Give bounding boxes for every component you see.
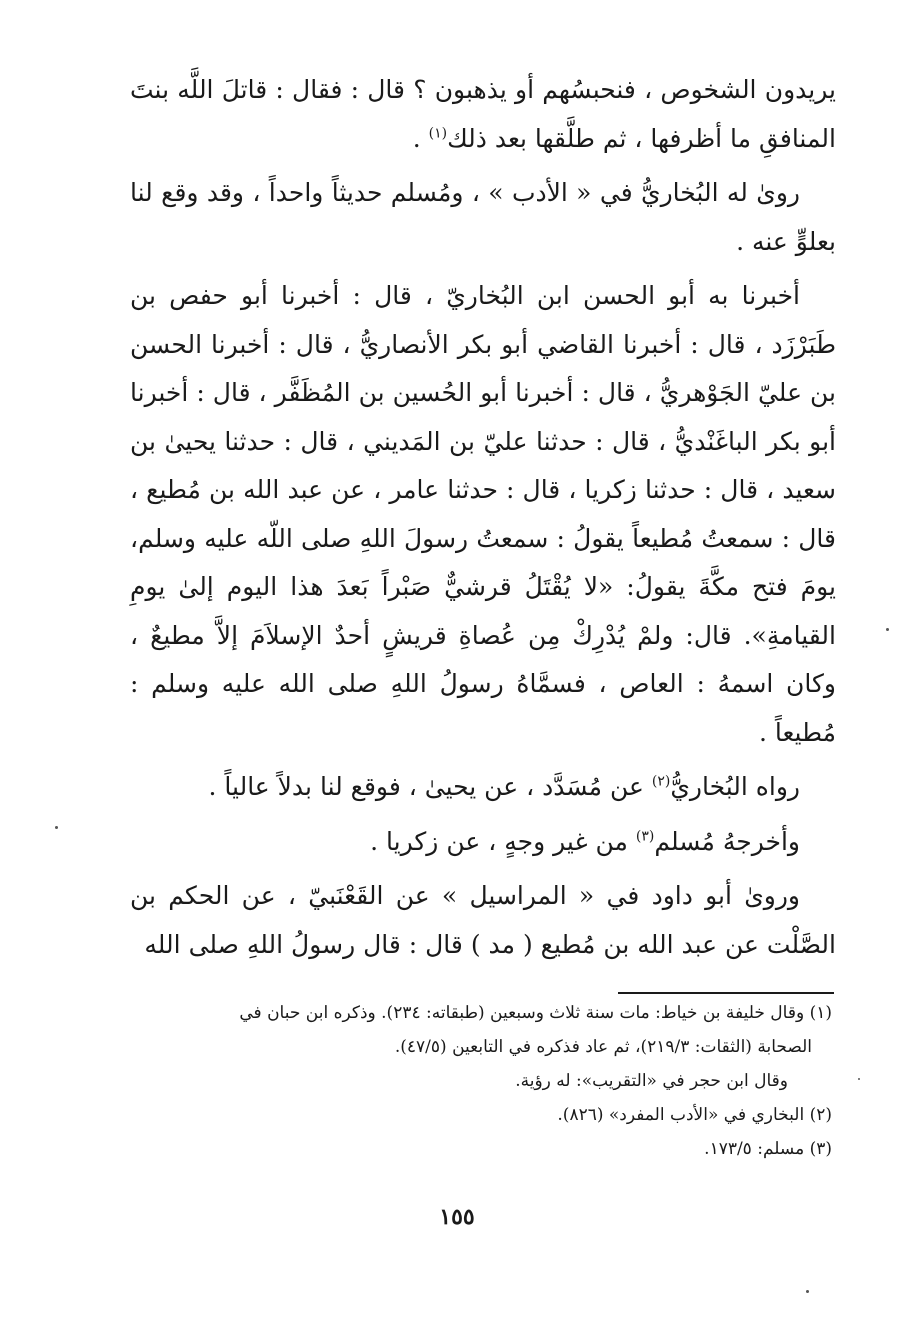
footnote-1-line-3: وقال ابن حجر في «التقريب»: له رؤية. bbox=[515, 1071, 788, 1091]
paragraph-5-text: وأخرجهُ مُسلم bbox=[654, 826, 800, 856]
paragraph-1-text: يريدون الشخوص ، فنحبسُهم أو يذهبون ؟ قال : فقال : قاتلَ اللَّه بنتَ المنافقِ ما أظرفها ، ثم طلَّقها بعد ذلك bbox=[130, 75, 836, 153]
paragraph-5 bbox=[130, 818, 836, 867]
footnote-1-line-1: (١) وقال خليفة بن خياط: مات سنة ثلاث وسبعين (طبقاته: ٢٣٤). وذكره ابن حبان في bbox=[239, 1003, 832, 1023]
scan-speck bbox=[886, 628, 889, 631]
main-text-body bbox=[130, 66, 836, 969]
footnotes-section bbox=[106, 996, 832, 1166]
footnote-ref-2: (٢) bbox=[651, 773, 671, 790]
footnote-2: (٢) البخاري في «الأدب المفرد» (٨٢٦). bbox=[557, 1105, 832, 1125]
paragraph-2: رویٰ له البُخاريُّ في « الأدب » ، ومُسلم حديثاً واحداً ، وقد وقع لنا بعلوٍّ عنه . bbox=[130, 178, 836, 256]
scan-speck bbox=[806, 1290, 809, 1293]
paragraph-1 bbox=[130, 66, 836, 163]
paragraph-6: ورویٰ أبو داود في « المراسيل » عن القَعْنَبيّ ، عن الحكم بن الصَّلْت عن عبد الله بن مُطيع ( مد ) قال : قال رسولُ اللهِ صلى الله bbox=[130, 881, 836, 959]
scan-speck bbox=[55, 826, 58, 829]
paragraph-4 bbox=[130, 763, 836, 812]
page-number: ١٥٥ bbox=[439, 1204, 475, 1230]
scan-speck bbox=[858, 1078, 860, 1080]
paragraph-3: أخبرنا به أبو الحسن ابن البُخاريّ ، قال : أخبرنا أبو حفص بن طَبَرْزَد ، قال : أخبرنا القاضي أبو بكر الأنصاريُّ ، قال : أخبرنا الحسن بن عليّ الجَوْهريُّ ، قال : أخبرنا أبو الحُسين بن المُظَفَّر ، قال : أخبرنا أبو بكر الباغَنْديُّ ، قال : حدثنا عليّ بن المَديني ، قال : حدثنا يحيىٰ بن سعيد ، قال : حدثنا زكريا ، قال : حدثنا عامر ، عن عبد الله بن مُطيع ، قال : سمعتُ مُطيعاً يقولُ : سمعتُ رسولَ اللهِ صلى اللّه عليه وسلم، يومَ فتح مكَّةَ يقولُ: «لا يُقْتَلُ قرشيٌّ صَبْراً بَعدَ هذا اليوم إلىٰ يومِ القيامةِ». قال: ولمْ يُدْرِكْ مِن عُصاةِ قريشٍ أحدٌ الإسلاَمَ إلاَّ مطيعٌ ، وكان اسمهُ : العاص ، فسمَّاهُ رسولُ اللهِ صلى الله عليه وسلم : مُطيعاً . bbox=[130, 281, 836, 747]
footnote-3: (٣) مسلم: ١٧٣/٥. bbox=[704, 1139, 832, 1159]
paragraph-4-end: عن مُسَدَّد ، عن يحيىٰ ، فوقع لنا بدلاً عالياً . bbox=[208, 772, 652, 801]
footnote-ref-1: (١) bbox=[428, 125, 448, 142]
paragraph-5-end: من غير وجهٍ ، عن زكريا . bbox=[370, 826, 636, 856]
paragraph-1-end: . bbox=[412, 123, 429, 153]
footnote-separator bbox=[618, 992, 834, 994]
footnote-1-line-2: الصحابة (الثقات: ٢١٩/٣)، ثم عاد فذكره في التابعين (٤٧/٥). bbox=[394, 1037, 812, 1057]
footnote-ref-3: (٣) bbox=[635, 828, 655, 845]
paragraph-4-text: رواه البُخاريُّ bbox=[670, 772, 800, 801]
